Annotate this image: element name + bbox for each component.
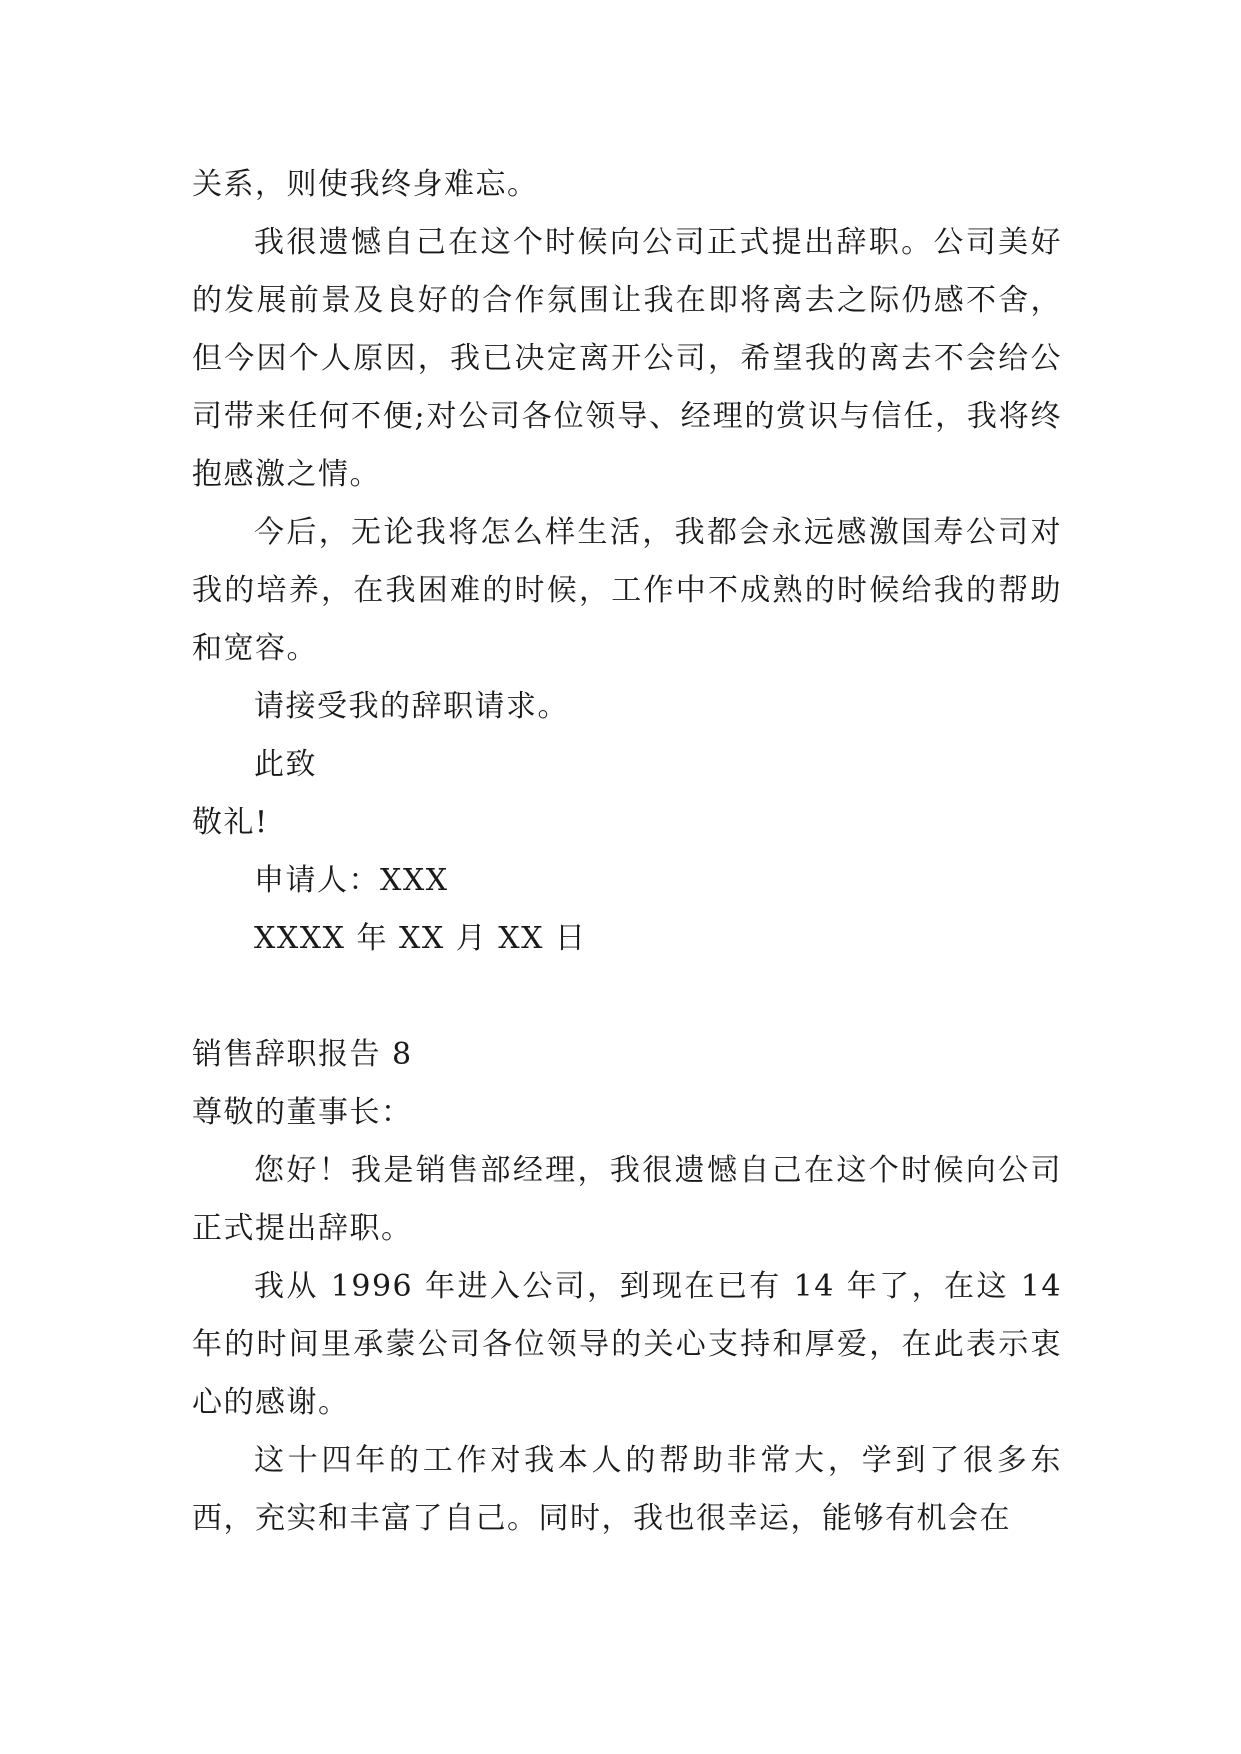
paragraph-greeting: 您好！我是销售部经理，我很遗憾自己在这个时候向公司正式提出辞职。 — [192, 1153, 1062, 1246]
signature-date: XXXX 年 XX 月 XX 日 — [254, 921, 587, 956]
paragraph-experience: 这十四年的工作对我本人的帮助非常大，学到了很多东西，充实和丰富了自己。同时，我也很幸运，能够有机会在 — [192, 1443, 1062, 1536]
paragraph-tenure: 我从 1996 年进入公司，到现在已有 14 年了，在这 14 年的时间里承蒙公司各位领导的关心支持和厚爱，在此表示衷心的感谢。 — [192, 1269, 1062, 1420]
paragraph-resignation-statement: 我很遗憾自己在这个时候向公司正式提出辞职。公司美好的发展前景及良好的合作氛围让我在即将离去之际仍感不舍，但今因个人原因，我已决定离开公司，希望我的离去不会给公司带来任何不便;对公司各位领导、经理的赏识与信任，我将终抱感激之情。 — [192, 225, 1062, 492]
section-gap — [192, 968, 1062, 1026]
document-body — [192, 156, 1062, 1548]
applicant-signature: 申请人：XXX — [254, 863, 449, 898]
section-title: 销售辞职报告 8 — [192, 1037, 413, 1072]
paragraph-gratitude: 今后，无论我将怎么样生活，我都会永远感激国寿公司对我的培养，在我困难的时候，工作中不成熟的时候给我的帮助和宽容。 — [192, 515, 1062, 666]
paragraph-continuation: 关系，则使我终身难忘。 — [192, 167, 539, 202]
letter-salutation: 尊敬的董事长： — [192, 1095, 413, 1130]
paragraph-request: 请接受我的辞职请求。 — [254, 689, 569, 724]
closing-salutation: 此致 — [254, 747, 317, 782]
closing-regards: 敬礼! — [192, 805, 269, 840]
